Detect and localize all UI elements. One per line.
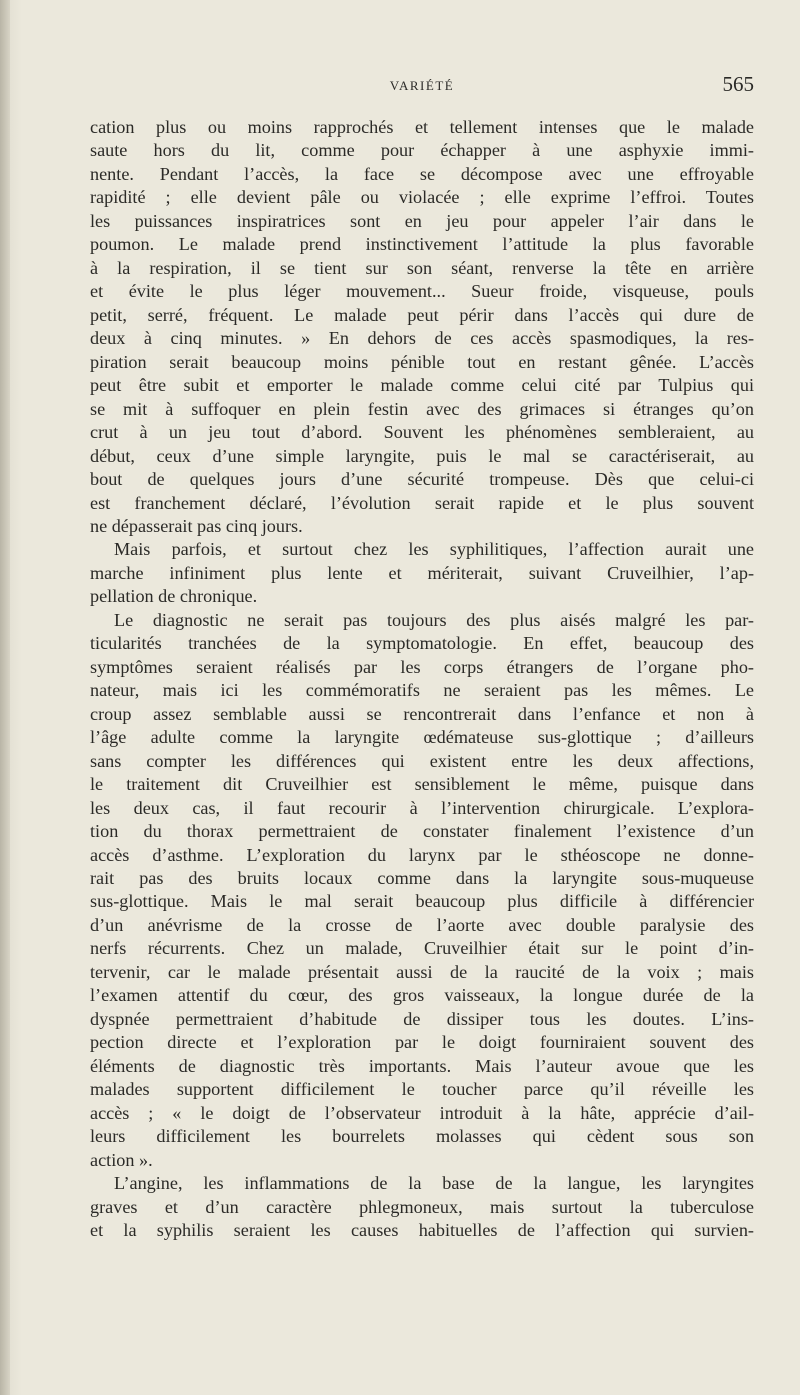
paragraph bbox=[90, 1172, 754, 1242]
text-line: rait pas des bruits locaux comme dans la laryngite sous-muqueuse bbox=[90, 868, 754, 888]
text-line: symptômes seraient réalisés par les corps étrangers de l’organe pho- bbox=[90, 656, 754, 677]
page-header bbox=[90, 72, 754, 102]
text-line: début, ceux d’une simple laryngite, puis le mal se caractériserait, au bbox=[90, 445, 754, 466]
text-line: graves et d’un caractère phlegmoneux, mais surtout la tuberculose bbox=[90, 1196, 754, 1217]
page-number: 565 bbox=[722, 72, 754, 96]
text-line: à la respiration, il se tient sur son séant, renverse la tête en arrière bbox=[90, 257, 754, 278]
text-line: Le diagnostic ne serait pas toujours des plus aisés malgré les par- bbox=[114, 609, 754, 630]
text-line: ne dépasserait pas cinq jours. bbox=[90, 515, 303, 536]
text-line: le traitement dit Cruveilhier est sensiblement le même, puisque dans bbox=[90, 774, 754, 795]
paragraph bbox=[90, 538, 754, 608]
text-line: sus-glottique. Mais le mal serait beaucoup plus difficile à différencier bbox=[90, 891, 754, 912]
text-line: pellation de chronique. bbox=[90, 586, 258, 607]
text-line: saute hors du lit, comme pour échapper à une asphyxie immi- bbox=[90, 140, 754, 161]
text-line: l’examen attentif du cœur, des gros vaisseaux, la longue durée de la bbox=[90, 985, 754, 1006]
body-text bbox=[90, 116, 754, 1243]
text-line: petit, serré, fréquent. Le malade peut périr dans l’accès qui dure de bbox=[90, 304, 754, 325]
text-line: ticularités tranchées de la symptomatologie. En effet, beaucoup des bbox=[90, 633, 754, 654]
text-line: nateur, mais ici les commémoratifs ne seraient pas les mêmes. Le bbox=[90, 680, 754, 701]
running-title: VARIÉTÉ bbox=[389, 78, 455, 93]
text-line: nente. Pendant l’accès, la face se décompose avec une effroyable bbox=[90, 163, 754, 184]
text-line: malades supportent difficilement le toucher parce qu’il réveille les bbox=[90, 1079, 754, 1100]
text-line: l’âge adulte comme la laryngite œdémateuse sus-glottique ; d’ailleurs bbox=[90, 727, 754, 748]
text-line: rapidité ; elle devient pâle ou violacée ; elle exprime l’effroi. Toutes bbox=[90, 187, 754, 208]
text-line: leurs difficilement les bourrelets molasses qui cèdent sous son bbox=[90, 1126, 754, 1147]
text-line: bout de quelques jours d’une sécurité trompeuse. Dès que celui-ci bbox=[90, 469, 754, 490]
text-line: deux à cinq minutes. » En dehors de ces accès spasmodiques, la res- bbox=[90, 328, 754, 349]
paragraph bbox=[90, 609, 754, 1172]
text-line: tion du thorax permettraient de constater finalement l’existence d’un bbox=[90, 821, 754, 842]
text-line: d’un anévrisme de la crosse de l’aorte avec double paralysie des bbox=[90, 914, 754, 935]
text-line: action ». bbox=[90, 1149, 153, 1170]
text-line: peut être subit et emporter le malade comme celui cité par Tulpius qui bbox=[90, 375, 754, 396]
text-line: et la syphilis seraient les causes habituelles de l’affection qui survien- bbox=[90, 1220, 754, 1241]
text-line: tervenir, car le malade présentait aussi de la raucité de la voix ; mais bbox=[90, 961, 754, 982]
text-line: poumon. Le malade prend instinctivement l’attitude la plus favorable bbox=[90, 234, 754, 255]
text-line: éléments de diagnostic très importants. Mais l’auteur avoue que les bbox=[90, 1055, 754, 1076]
text-line: est franchement déclaré, l’évolution serait rapide et le plus souvent bbox=[90, 492, 754, 513]
text-line: piration serait beaucoup moins pénible tout en restant gênée. L’accès bbox=[90, 351, 754, 372]
text-line: pection directe et l’exploration par le doigt fourniraient souvent des bbox=[90, 1032, 754, 1053]
text-line: les deux cas, il faut recourir à l’intervention chirurgicale. L’explora- bbox=[90, 797, 754, 818]
text-line: nerfs récurrents. Chez un malade, Cruveilhier était sur le point d’in- bbox=[90, 938, 754, 959]
text-line: crut à un jeu tout d’abord. Souvent les phénomènes sembleraient, au bbox=[90, 422, 754, 443]
text-line: L’angine, les inflammations de la base de la langue, les laryngites bbox=[114, 1173, 754, 1194]
binding-edge bbox=[0, 0, 10, 1395]
text-line: Mais parfois, et surtout chez les syphilitiques, l’affection aurait une bbox=[114, 539, 754, 560]
text-line: et évite le plus léger mouvement... Sueur froide, visqueuse, pouls bbox=[90, 281, 754, 302]
paragraph bbox=[90, 116, 754, 538]
text-line: croup assez semblable aussi se rencontrerait dans l’enfance et non à bbox=[90, 703, 754, 724]
text-line: cation plus ou moins rapprochés et tellement intenses que le malade bbox=[90, 117, 754, 137]
text-line: accès ; « le doigt de l’observateur introduit à la hâte, apprécie d’ail- bbox=[90, 1102, 754, 1123]
text-line: dyspnée permettraient d’habitude de dissiper tous les doutes. L’ins- bbox=[90, 1008, 754, 1029]
text-line: marche infiniment plus lente et mériterait, suivant Cruveilhier, l’ap- bbox=[90, 562, 754, 583]
text-line: se mit à suffoquer en plein festin avec des grimaces si étranges qu’on bbox=[90, 398, 754, 419]
text-line: les puissances inspiratrices sont en jeu pour appeler l’air dans le bbox=[90, 210, 754, 231]
text-line: accès d’asthme. L’exploration du larynx par le sthéoscope ne donne- bbox=[90, 844, 754, 865]
text-line: sans compter les différences qui existent entre les deux affections, bbox=[90, 750, 754, 771]
